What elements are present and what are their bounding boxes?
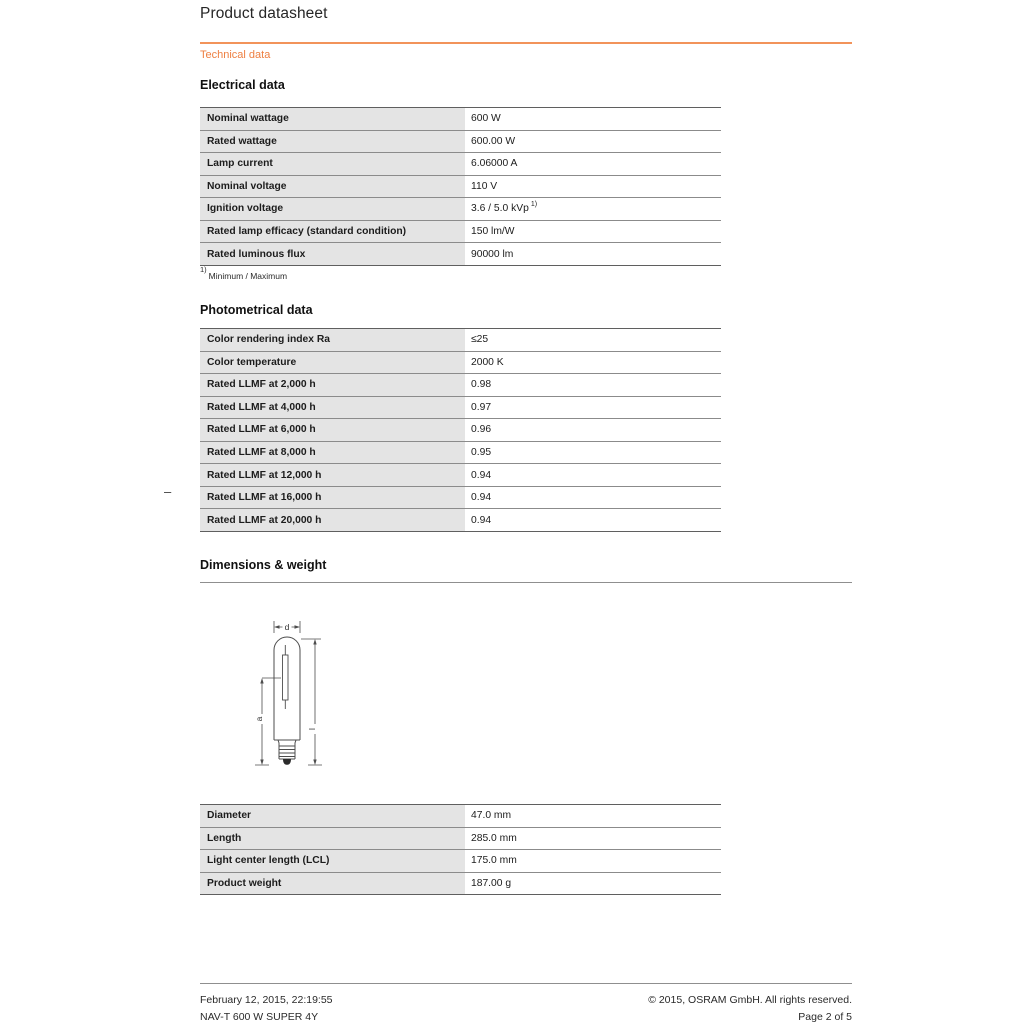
lamp-dimension-diagram — [250, 612, 350, 780]
page-fold-mark: – — [164, 484, 171, 499]
row-label: Rated LLMF at 6,000 h — [200, 419, 465, 441]
row-label: Diameter — [200, 805, 465, 827]
table-row — [200, 419, 721, 442]
footer-timestamp: February 12, 2015, 22:19:55 — [200, 992, 333, 1009]
footer-divider — [200, 983, 852, 984]
table-row — [200, 873, 721, 896]
row-label: Rated luminous flux — [200, 243, 465, 265]
technical-data-link[interactable]: Technical data — [200, 49, 270, 61]
row-value: 90000 lm — [465, 243, 721, 265]
row-label: Rated LLMF at 16,000 h — [200, 487, 465, 509]
table-row — [200, 850, 721, 873]
row-label: Ignition voltage — [200, 198, 465, 220]
section-heading-electrical: Electrical data — [200, 78, 285, 92]
row-label: Rated LLMF at 8,000 h — [200, 442, 465, 464]
row-label: Lamp current — [200, 153, 465, 175]
table-row — [200, 329, 721, 352]
row-label: Color rendering index Ra — [200, 329, 465, 351]
section-divider — [200, 582, 852, 583]
row-label: Length — [200, 828, 465, 850]
row-value: 600 W — [465, 108, 721, 130]
row-value: 150 lm/W — [465, 221, 721, 243]
value-text: 3.6 / 5.0 kVp — [471, 203, 529, 214]
photometrical-table — [200, 328, 721, 532]
accent-divider — [200, 42, 852, 44]
footnote-text: Minimum / Maximum — [209, 271, 287, 281]
table-row — [200, 397, 721, 420]
row-value: 0.97 — [465, 397, 721, 419]
row-label: Rated wattage — [200, 131, 465, 153]
diagram-label-l: l — [307, 728, 317, 730]
row-label: Light center length (LCL) — [200, 850, 465, 872]
footer-page-number: Page 2 of 5 — [452, 1009, 852, 1025]
table-row — [200, 131, 721, 154]
section-heading-dimensions: Dimensions & weight — [200, 558, 326, 572]
table-row — [200, 243, 721, 266]
row-value: 0.98 — [465, 374, 721, 396]
row-label: Color temperature — [200, 352, 465, 374]
row-value: 600.00 W — [465, 131, 721, 153]
row-value: 3.6 / 5.0 kVp $^{1)}$ — [465, 198, 721, 220]
dimensions-table — [200, 804, 721, 895]
table-row — [200, 352, 721, 375]
row-value: ≤25 — [465, 329, 721, 351]
row-label: Rated LLMF at 12,000 h — [200, 464, 465, 486]
dimension-l — [301, 639, 322, 765]
page-title: Product datasheet — [200, 5, 328, 23]
footnote — [200, 271, 287, 281]
row-value: 6.06000 A — [465, 153, 721, 175]
row-value: 0.95 — [465, 442, 721, 464]
table-row — [200, 108, 721, 131]
footnote-marker: 1) — [200, 265, 207, 274]
row-value: 0.96 — [465, 419, 721, 441]
section-heading-photometrical: Photometrical data — [200, 303, 313, 317]
row-label: Rated LLMF at 4,000 h — [200, 397, 465, 419]
table-row — [200, 828, 721, 851]
table-row — [200, 464, 721, 487]
diagram-label-d: d — [285, 622, 290, 632]
row-value: 175.0 mm — [465, 850, 721, 872]
footer-right — [452, 992, 852, 1025]
row-value: 110 V — [465, 176, 721, 198]
table-row — [200, 805, 721, 828]
row-label: Rated lamp efficacy (standard condition) — [200, 221, 465, 243]
footer-left — [200, 992, 333, 1025]
table-row — [200, 509, 721, 532]
table-row — [200, 221, 721, 244]
table-row — [200, 442, 721, 465]
arc-tube — [283, 645, 289, 709]
table-row — [200, 176, 721, 199]
row-value: 2000 K — [465, 352, 721, 374]
footer-product-name: NAV-T 600 W SUPER 4Y — [200, 1009, 333, 1025]
row-label: Product weight — [200, 873, 465, 895]
row-label: Rated LLMF at 2,000 h — [200, 374, 465, 396]
row-label: Nominal wattage — [200, 108, 465, 130]
row-label: Nominal voltage — [200, 176, 465, 198]
lamp-base-contact — [283, 759, 291, 765]
table-row — [200, 198, 721, 221]
row-label: Rated LLMF at 20,000 h — [200, 509, 465, 531]
row-value: 0.94 — [465, 464, 721, 486]
table-row — [200, 374, 721, 397]
row-value: 187.00 g — [465, 873, 721, 895]
row-value: 0.94 — [465, 509, 721, 531]
row-value: 0.94 — [465, 487, 721, 509]
row-value: 47.0 mm — [465, 805, 721, 827]
diagram-label-a: a — [254, 716, 264, 721]
footer-copyright: © 2015, OSRAM GmbH. All rights reserved. — [452, 992, 852, 1009]
table-row — [200, 487, 721, 510]
row-value: 285.0 mm — [465, 828, 721, 850]
electrical-table — [200, 107, 721, 266]
table-row — [200, 153, 721, 176]
